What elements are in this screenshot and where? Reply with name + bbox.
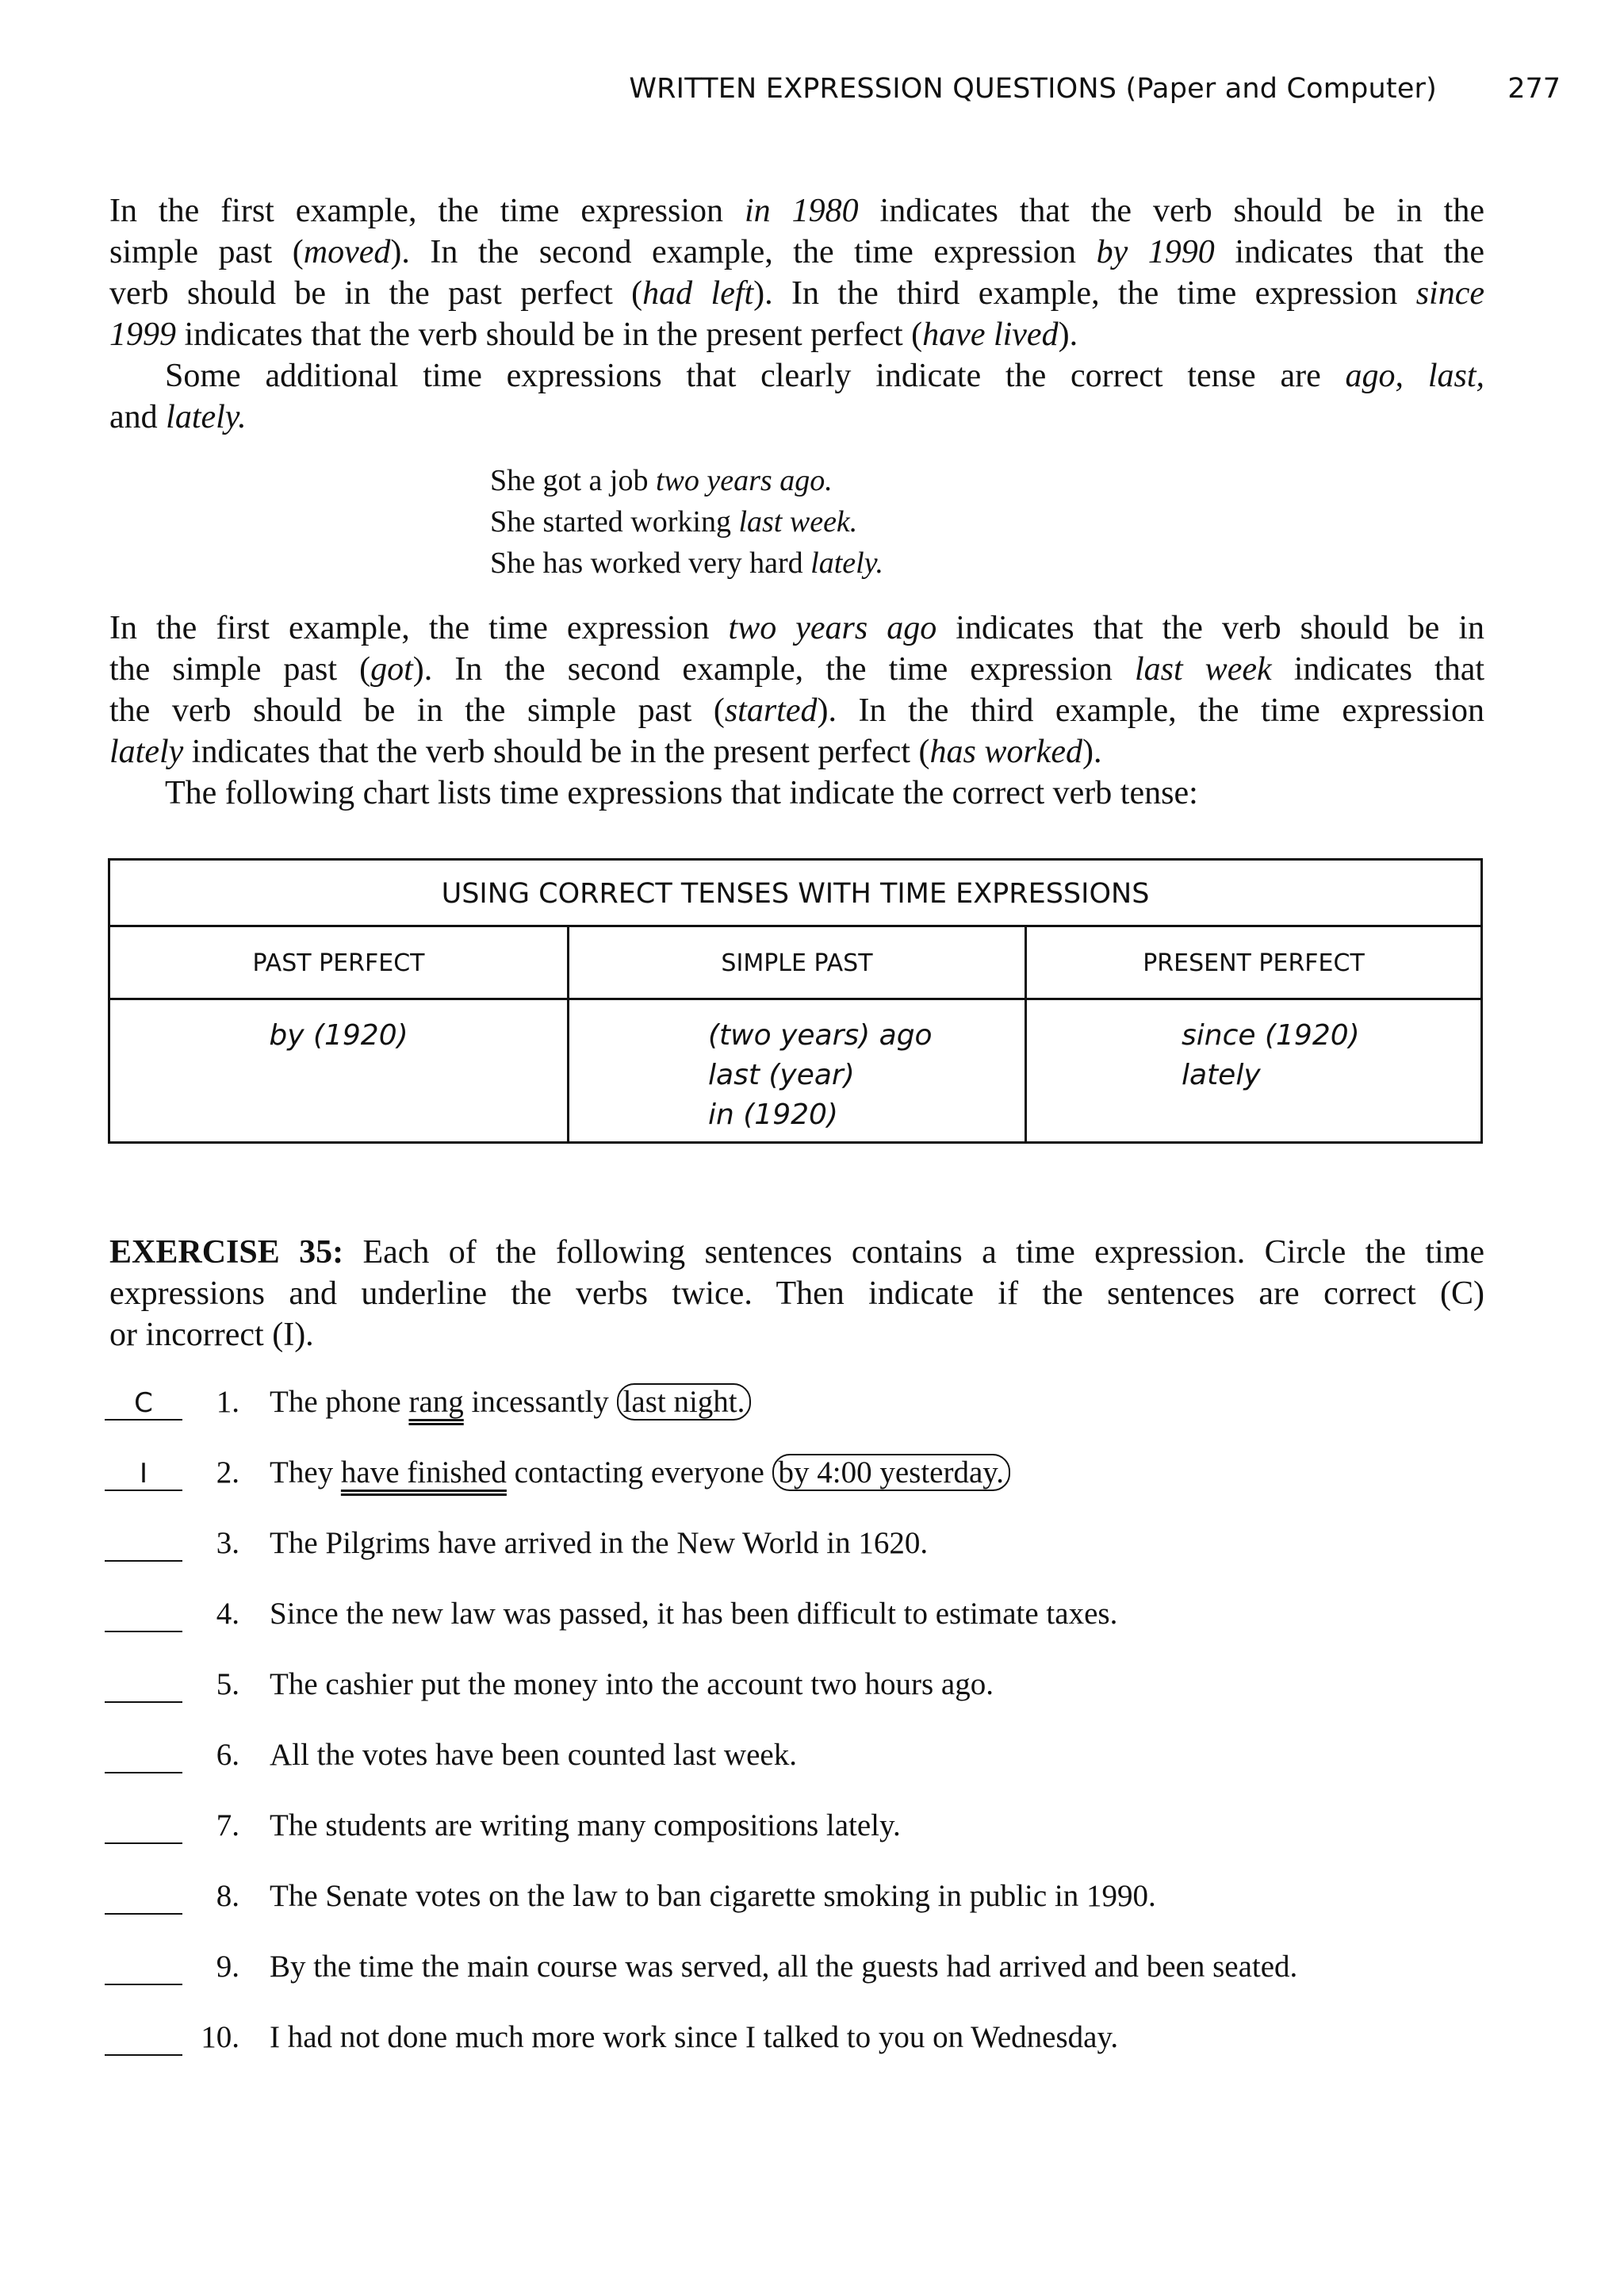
- exercise-item: [105, 1455, 1532, 1502]
- item-number: 9.: [216, 1950, 239, 1984]
- item-number: 2.: [216, 1455, 239, 1490]
- text-line: and lately.: [109, 399, 247, 435]
- item-number: 5.: [216, 1667, 239, 1701]
- chart-title: USING CORRECT TENSES WITH TIME EXPRESSIONS: [110, 861, 1480, 927]
- text-line: lately indicates that the verb should be in the present perfect (has worked).: [109, 734, 1102, 770]
- circled-time-expression: by 4:00 yesterday.: [772, 1454, 1010, 1491]
- item-number: 7.: [216, 1808, 239, 1842]
- text-line: Some additional time expressions that clearly indicate the correct tense are ago, last,: [165, 358, 1485, 394]
- exercise-item: [105, 1384, 1532, 1432]
- header-title: WRITTEN EXPRESSION QUESTIONS (Paper and Computer): [629, 73, 1437, 105]
- item-sentence: The Senate votes on the law to ban cigarette smoking in public in 1990.: [270, 1879, 1156, 1913]
- item-sentence: The students are writing many compositions lately.: [270, 1808, 901, 1842]
- time-expression: (two years) ago: [708, 1019, 933, 1052]
- answer-blank[interactable]: [105, 1737, 182, 1773]
- time-expression: by (1920): [269, 1019, 408, 1052]
- example-sentence: She got a job two years ago.: [490, 464, 833, 497]
- item-sentence: Since the new law was passed, it has been difficult to estimate taxes.: [270, 1597, 1118, 1631]
- body-cell-present-perfect: [1025, 1000, 1480, 1141]
- exercise-item: [105, 1808, 1532, 1855]
- answer-blank[interactable]: [105, 1525, 182, 1562]
- chart-header-row: [110, 927, 1480, 1000]
- example-sentences: [490, 460, 883, 584]
- example-sentence: She started working last week.: [490, 505, 858, 539]
- page-number: 277: [1507, 73, 1561, 105]
- header-cell-present-perfect: PRESENT PERFECT: [1025, 927, 1480, 998]
- answer-blank[interactable]: [105, 1949, 182, 1985]
- exercise-item: [105, 1666, 1532, 1714]
- body-cell-simple-past: [567, 1000, 1025, 1141]
- item-sentence: By the time the main course was served, all the guests had arrived and been seated.: [270, 1950, 1298, 1984]
- example-sentence: She has worked very hard lately.: [490, 546, 883, 580]
- exercise-label: EXERCISE 35:: [109, 1234, 344, 1271]
- chart-body-row: [110, 1000, 1480, 1141]
- time-expression: since (1920): [1182, 1019, 1360, 1052]
- text-line: verb should be in the past perfect (had left). In the third example, the time expression since: [109, 275, 1484, 312]
- paragraph-additional-expressions: [109, 355, 1484, 438]
- text-line: In the first example, the time expression in 1980 indicates that the verb should be in the: [109, 193, 1484, 229]
- header-cell-past-perfect: PAST PERFECT: [252, 949, 425, 977]
- item-number: 3.: [216, 1526, 239, 1560]
- text-line: or incorrect (I).: [109, 1317, 314, 1353]
- paragraph-time-expressions-1: [109, 190, 1484, 355]
- double-underlined-verb: have finished: [340, 1455, 507, 1490]
- text-line: 1999 indicates that the verb should be in the present perfect (have lived).: [109, 316, 1078, 353]
- answer-blank[interactable]: [105, 1878, 182, 1915]
- answer-blank[interactable]: [105, 1455, 182, 1491]
- item-number: 4.: [216, 1597, 239, 1631]
- item-sentence: The Pilgrims have arrived in the New World in 1620.: [270, 1526, 929, 1560]
- answer-blank[interactable]: [105, 1666, 182, 1703]
- item-number: 10.: [201, 2020, 239, 2054]
- body-cell-past-perfect: [110, 1000, 567, 1141]
- double-underlined-verb: rang: [408, 1385, 464, 1419]
- text-line: expressions and underline the verbs twice. Then indicate if the sentences are correct (C): [109, 1275, 1484, 1312]
- text-line: the simple past (got). In the second example, the time expression last week indicates that: [109, 651, 1484, 688]
- text-line: the verb should be in the simple past (started). In the third example, the time expression: [109, 692, 1484, 729]
- chart-intro-line: The following chart lists time expressions that indicate the correct verb tense:: [165, 775, 1198, 811]
- time-expression: in (1920): [708, 1098, 838, 1131]
- tense-time-expressions-chart: [108, 858, 1483, 1144]
- item-sentence: The phone rang incessantly last night.: [270, 1384, 751, 1421]
- exercise-item: [105, 2019, 1532, 2067]
- answer-mark: I: [139, 1458, 148, 1490]
- exercise-item: [105, 1878, 1532, 1926]
- time-expression: last (year): [708, 1059, 855, 1091]
- answer-blank[interactable]: [105, 1384, 182, 1421]
- text-line: In the first example, the time expression two years ago indicates that the verb should be in: [109, 610, 1484, 646]
- paragraph-time-expressions-2: [109, 608, 1484, 814]
- time-expression: lately: [1182, 1059, 1261, 1091]
- exercise-item: [105, 1949, 1532, 1996]
- text-line: simple past (moved). In the second example, the time expression by 1990 indicates that the: [109, 234, 1484, 270]
- running-header: [629, 73, 1570, 113]
- item-number: 8.: [216, 1879, 239, 1913]
- item-sentence: All the votes have been counted last week.: [270, 1738, 797, 1772]
- item-sentence: They have finished contacting everyone by 4:00 yesterday.: [270, 1455, 1010, 1491]
- answer-blank[interactable]: [105, 1596, 182, 1632]
- exercise-item: [105, 1596, 1532, 1643]
- item-number: 6.: [216, 1738, 239, 1772]
- circled-time-expression: last night.: [617, 1383, 752, 1421]
- answer-blank[interactable]: [105, 2019, 182, 2056]
- item-number: 1.: [216, 1385, 239, 1419]
- exercise-item: [105, 1525, 1532, 1573]
- item-sentence: I had not done much more work since I talked to you on Wednesday.: [270, 2020, 1119, 2054]
- answer-mark: C: [134, 1387, 153, 1419]
- exercise-instructions: [109, 1232, 1484, 1355]
- item-sentence: The cashier put the money into the account two hours ago.: [270, 1667, 994, 1701]
- header-cell-simple-past: SIMPLE PAST: [567, 927, 1025, 998]
- text-line: EXERCISE 35: Each of the following sentences contains a time expression. Circle the time: [109, 1234, 1484, 1271]
- exercise-item: [105, 1737, 1532, 1785]
- answer-blank[interactable]: [105, 1808, 182, 1844]
